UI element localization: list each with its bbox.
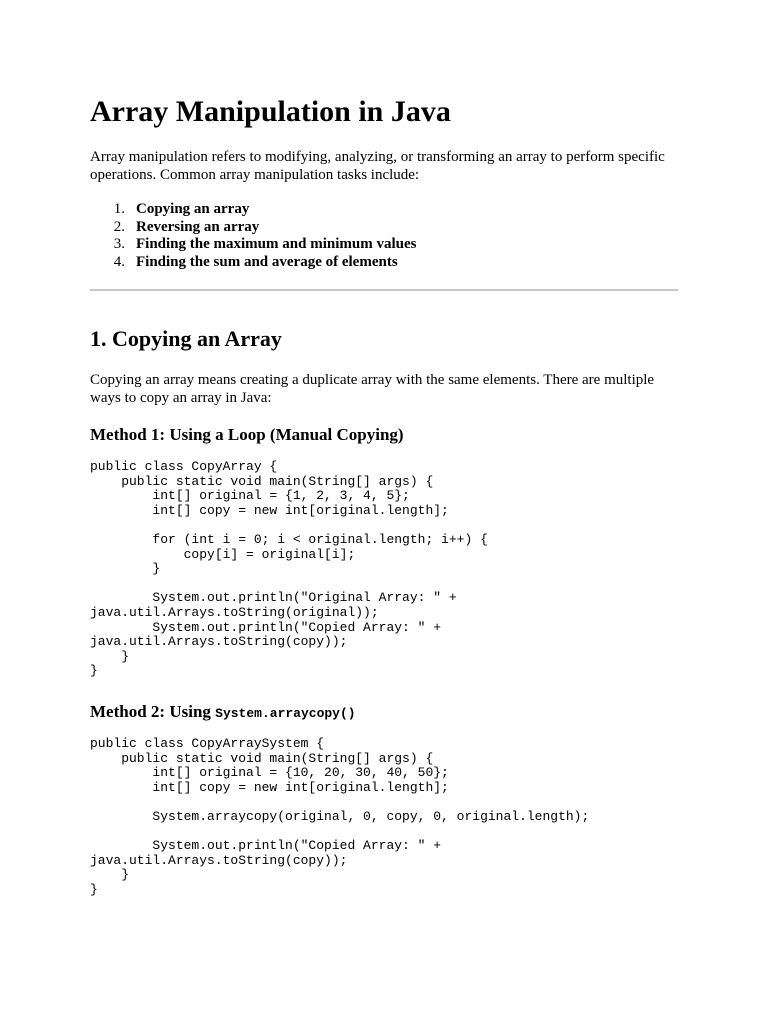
section-heading: 1. Copying an Array — [90, 326, 282, 351]
code-block-copy-array: public class CopyArray { public static void main(String[] args) { int[] original = {1, 2, 3, 4, 5}; int[] copy = new int[original.length]; for (int i = 0; i < original.length; i++) { copy[i] = original[i]; } System.out.println("Original Array: " + java.util.Arrays.toString(original)); System.out.println("Copied Array: " + java.util.Arrays.toString(copy)); } } — [90, 459, 488, 679]
method-2-heading — [90, 701, 356, 725]
section-divider — [90, 289, 678, 291]
method-2-heading-code: System.arraycopy() — [215, 706, 356, 721]
method-1-heading: Method 1: Using a Loop (Manual Copying) — [90, 425, 404, 444]
code-block-copy-array-system: public class CopyArraySystem { public static void main(String[] args) { int[] original = {10, 20, 30, 40, 50}; int[] copy = new int[original.length]; System.arraycopy(original, 0, copy, 0, original.length); System.out.println("Copied Array: " + java.util.Arrays.toString(copy)); } } — [90, 736, 590, 897]
list-item-number: 4. — [113, 254, 125, 271]
list-item-number: 1. — [113, 201, 125, 217]
list-item-number: 2. — [113, 218, 125, 235]
list-item-text: Finding the sum and average of elements — [136, 254, 398, 271]
list-item-text: Finding the maximum and minimum values — [136, 236, 417, 253]
list-item-number: 3. — [113, 236, 125, 253]
list-item-text: Copying an array — [136, 201, 250, 217]
method-2-heading-text: Method 2: Using — [90, 702, 216, 721]
list-item-text: Reversing an array — [136, 218, 260, 235]
page-title: Array Manipulation in Java — [90, 95, 451, 128]
intro-paragraph: Array manipulation refers to modifying, analyzing, or transforming an array to perform specific operations. Common array manipulation tasks include: — [90, 149, 665, 183]
section-paragraph: Copying an array means creating a duplicate array with the same elements. There are multiple ways to copy an array in Java: — [90, 372, 655, 406]
